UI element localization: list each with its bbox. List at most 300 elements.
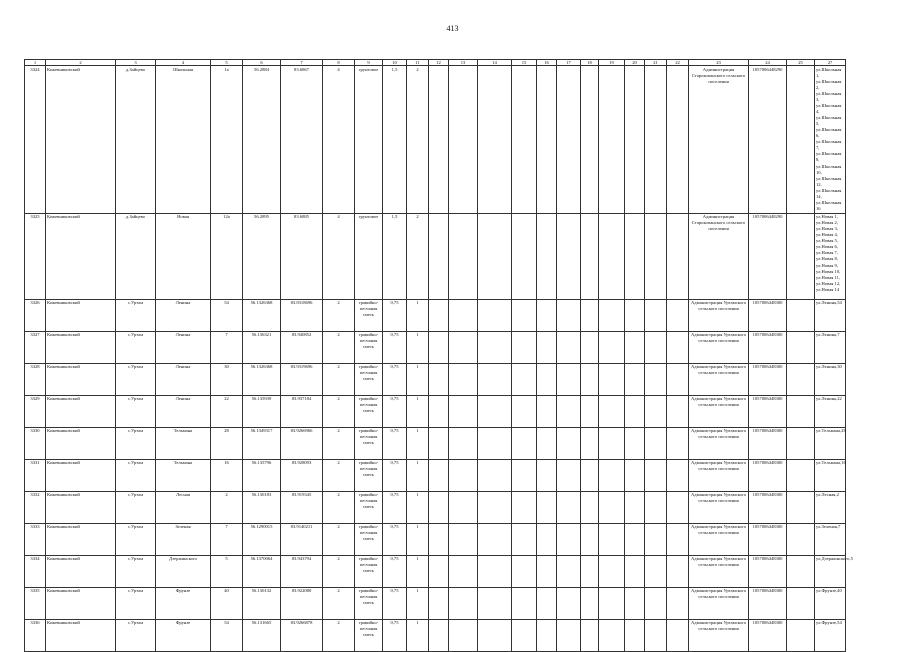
bins-cell: 1 bbox=[407, 331, 429, 363]
area-cell: 0,75 bbox=[383, 491, 407, 523]
surface-cell: гравийно-песчаная смесь bbox=[355, 555, 383, 587]
column-number: 9 bbox=[355, 60, 383, 66]
latitude-cell: 56.1370064 bbox=[243, 555, 281, 587]
addresses-cell: ул.Ленина,30 bbox=[815, 363, 846, 395]
surface-cell: грунтовое bbox=[355, 213, 383, 299]
district-cell: Кожевниковский bbox=[46, 555, 116, 587]
col9-cell: 2 bbox=[323, 459, 355, 491]
street-cell: Ленина bbox=[156, 331, 211, 363]
row-id: 3327 bbox=[25, 331, 46, 363]
table-row bbox=[25, 363, 846, 395]
bins-cell: 2 bbox=[407, 213, 429, 299]
longitude-cell: 83.943794 bbox=[281, 555, 323, 587]
col9-cell: 2 bbox=[323, 587, 355, 619]
bins-cell: 1 bbox=[407, 523, 429, 555]
empty-cell bbox=[667, 587, 689, 619]
empty-cell bbox=[581, 427, 599, 459]
table-row bbox=[25, 587, 846, 619]
empty-cell bbox=[537, 427, 557, 459]
empty-cell bbox=[429, 363, 449, 395]
empty-cell bbox=[625, 555, 645, 587]
house-cell: 40 bbox=[211, 587, 243, 619]
empty-cell bbox=[787, 491, 815, 523]
empty-cell bbox=[478, 395, 512, 427]
column-number: 14 bbox=[478, 60, 512, 66]
row-id: 3330 bbox=[25, 427, 46, 459]
latitude-cell: 56.131665 bbox=[243, 619, 281, 651]
empty-cell bbox=[478, 331, 512, 363]
house-cell: 16 bbox=[211, 459, 243, 491]
longitude-cell: 83.928093 bbox=[281, 459, 323, 491]
column-number: 27 bbox=[815, 60, 846, 66]
empty-cell bbox=[512, 491, 537, 523]
empty-cell bbox=[449, 459, 478, 491]
empty-cell bbox=[449, 587, 478, 619]
empty-cell bbox=[478, 299, 512, 331]
empty-cell bbox=[512, 395, 537, 427]
empty-cell bbox=[512, 459, 537, 491]
empty-cell bbox=[581, 459, 599, 491]
row-id: 3324 bbox=[25, 66, 46, 214]
surface-cell: гравийно-песчаная смесь bbox=[355, 331, 383, 363]
street-cell: Фрунзе bbox=[156, 587, 211, 619]
empty-cell bbox=[645, 66, 667, 214]
empty-cell bbox=[645, 427, 667, 459]
locality-cell: с.Уртам bbox=[116, 459, 156, 491]
empty-cell bbox=[787, 555, 815, 587]
area-cell: 0,75 bbox=[383, 299, 407, 331]
empty-cell bbox=[449, 213, 478, 299]
empty-cell bbox=[429, 213, 449, 299]
owner-cell: Администрация Уртамского сельского поселения bbox=[689, 587, 749, 619]
ogrn-cell: 1057006448290 bbox=[749, 66, 787, 214]
house-cell: 7 bbox=[211, 331, 243, 363]
bins-cell: 1 bbox=[407, 491, 429, 523]
surface-cell: гравийно-песчаная смесь bbox=[355, 363, 383, 395]
empty-cell bbox=[787, 395, 815, 427]
owner-cell: Администрация Уртамского сельского поселения bbox=[689, 427, 749, 459]
empty-cell bbox=[667, 299, 689, 331]
empty-cell bbox=[512, 363, 537, 395]
empty-cell bbox=[449, 66, 478, 214]
table-row bbox=[25, 299, 846, 331]
empty-cell bbox=[449, 299, 478, 331]
table-row bbox=[25, 491, 846, 523]
ogrn-cell: 1057006448290 bbox=[749, 213, 787, 299]
table-row bbox=[25, 555, 846, 587]
district-cell: Кожевниковский bbox=[46, 619, 116, 651]
street-cell: Дзержинского bbox=[156, 555, 211, 587]
empty-cell bbox=[581, 363, 599, 395]
empty-cell bbox=[645, 587, 667, 619]
column-number: 6 bbox=[243, 60, 281, 66]
bins-cell: 1 bbox=[407, 427, 429, 459]
empty-cell bbox=[625, 619, 645, 651]
latitude-cell: 56.130183 bbox=[243, 491, 281, 523]
col9-cell: 2 bbox=[323, 299, 355, 331]
empty-cell bbox=[478, 213, 512, 299]
surface-cell: гравийно-песчаная смесь bbox=[355, 491, 383, 523]
longitude-cell: 83.9266878 bbox=[281, 619, 323, 651]
house-cell: 1а bbox=[211, 66, 243, 214]
addresses-cell: ул.Зеленая,7 bbox=[815, 523, 846, 555]
longitude-cell: 83.937184 bbox=[281, 395, 323, 427]
empty-cell bbox=[581, 555, 599, 587]
bins-cell: 1 bbox=[407, 587, 429, 619]
empty-cell bbox=[581, 523, 599, 555]
empty-cell bbox=[787, 619, 815, 651]
empty-cell bbox=[429, 619, 449, 651]
empty-cell bbox=[599, 66, 625, 214]
column-number: 8 bbox=[323, 60, 355, 66]
empty-cell bbox=[537, 299, 557, 331]
addresses-cell: ул.Новая 1, ул.Новая 2, ул.Новая 3, ул.Новая 4, ул.Новая 5, ул.Новая 6, ул.Новая 7, ул.Новая 8, ул.Новая 9, ул.Новая 10, ул.Новая 11, ул.Новая 12, ул.Новая 14 bbox=[815, 213, 846, 299]
empty-cell bbox=[599, 523, 625, 555]
ogrn-cell: 1057006448300 bbox=[749, 619, 787, 651]
street-cell: Ленина bbox=[156, 299, 211, 331]
empty-cell bbox=[667, 619, 689, 651]
empty-cell bbox=[449, 363, 478, 395]
empty-cell bbox=[581, 331, 599, 363]
empty-cell bbox=[645, 491, 667, 523]
empty-cell bbox=[625, 523, 645, 555]
ogrn-cell: 1057006448300 bbox=[749, 491, 787, 523]
row-id: 3336 bbox=[25, 619, 46, 651]
row-id: 3335 bbox=[25, 587, 46, 619]
area-cell: 0,75 bbox=[383, 395, 407, 427]
street-cell: Тельмана bbox=[156, 459, 211, 491]
street-cell: Лесная bbox=[156, 491, 211, 523]
empty-cell bbox=[625, 66, 645, 214]
empty-cell bbox=[599, 427, 625, 459]
col9-cell: 2 bbox=[323, 427, 355, 459]
ogrn-cell: 1057006448300 bbox=[749, 395, 787, 427]
empty-cell bbox=[599, 491, 625, 523]
bins-cell: 1 bbox=[407, 459, 429, 491]
empty-cell bbox=[599, 331, 625, 363]
empty-cell bbox=[599, 459, 625, 491]
longitude-cell: 83.9319696 bbox=[281, 363, 323, 395]
col9-cell: 2 bbox=[323, 395, 355, 427]
empty-cell bbox=[645, 555, 667, 587]
street-cell: Тельмана bbox=[156, 427, 211, 459]
addresses-cell: ул.Фрунзе,40 bbox=[815, 587, 846, 619]
area-cell: 0,75 bbox=[383, 587, 407, 619]
latitude-cell: 56.135796 bbox=[243, 459, 281, 491]
empty-cell bbox=[599, 587, 625, 619]
empty-cell bbox=[537, 587, 557, 619]
empty-cell bbox=[537, 491, 557, 523]
empty-cell bbox=[625, 395, 645, 427]
empty-cell bbox=[478, 427, 512, 459]
district-cell: Кожевниковский bbox=[46, 331, 116, 363]
registry-body bbox=[25, 60, 853, 652]
col9-cell: 4 bbox=[323, 213, 355, 299]
district-cell: Кожевниковский bbox=[46, 299, 116, 331]
empty-cell bbox=[625, 363, 645, 395]
empty-cell bbox=[537, 395, 557, 427]
empty-cell bbox=[599, 395, 625, 427]
empty-cell bbox=[512, 213, 537, 299]
row-id: 3325 bbox=[25, 213, 46, 299]
empty-cell bbox=[449, 523, 478, 555]
owner-cell: Администрация Уртамского сельского поселения bbox=[689, 555, 749, 587]
ogrn-cell: 1057006448300 bbox=[749, 427, 787, 459]
column-number: 25 bbox=[787, 60, 815, 66]
empty-cell bbox=[625, 331, 645, 363]
owner-cell: Администрация Уртамского сельского поселения bbox=[689, 331, 749, 363]
empty-cell bbox=[667, 363, 689, 395]
longitude-cell: 83.922080 bbox=[281, 587, 323, 619]
empty-cell bbox=[581, 299, 599, 331]
house-cell: 54 bbox=[211, 619, 243, 651]
empty-cell bbox=[667, 427, 689, 459]
col9-cell: 2 bbox=[323, 491, 355, 523]
addresses-cell: ул.Ленина,7 bbox=[815, 331, 846, 363]
empty-cell bbox=[512, 523, 537, 555]
table-row bbox=[25, 459, 846, 491]
empty-cell bbox=[787, 66, 815, 214]
empty-cell bbox=[557, 459, 581, 491]
ogrn-cell: 1057006448300 bbox=[749, 331, 787, 363]
empty-cell bbox=[787, 587, 815, 619]
locality-cell: с.Уртам bbox=[116, 523, 156, 555]
street-cell: Фрунзе bbox=[156, 619, 211, 651]
empty-cell bbox=[429, 331, 449, 363]
district-cell: Кожевниковский bbox=[46, 395, 116, 427]
empty-cell bbox=[429, 523, 449, 555]
empty-cell bbox=[429, 299, 449, 331]
ogrn-cell: 1057006448300 bbox=[749, 299, 787, 331]
area-cell: 1,5 bbox=[383, 66, 407, 214]
latitude-cell: 56.1349317 bbox=[243, 427, 281, 459]
latitude-cell: 56.136321 bbox=[243, 331, 281, 363]
col9-cell: 2 bbox=[323, 363, 355, 395]
empty-cell bbox=[667, 491, 689, 523]
addresses-cell: ул.Тельмана,28 bbox=[815, 427, 846, 459]
district-cell: Кожевниковский bbox=[46, 523, 116, 555]
latitude-cell: 56.1326368 bbox=[243, 363, 281, 395]
col9-cell: 2 bbox=[323, 555, 355, 587]
district-cell: Кожевниковский bbox=[46, 427, 116, 459]
empty-cell bbox=[478, 587, 512, 619]
column-number: 2 bbox=[46, 60, 116, 66]
empty-cell bbox=[667, 213, 689, 299]
addresses-cell: ул.Лесная,2 bbox=[815, 491, 846, 523]
empty-cell bbox=[787, 427, 815, 459]
district-cell: Кожевниковский bbox=[46, 66, 116, 214]
empty-cell bbox=[599, 619, 625, 651]
empty-cell bbox=[537, 619, 557, 651]
row-id: 3334 bbox=[25, 555, 46, 587]
locality-cell: с.Уртам bbox=[116, 363, 156, 395]
bins-cell: 2 bbox=[407, 66, 429, 214]
bins-cell: 1 bbox=[407, 363, 429, 395]
empty-cell bbox=[478, 619, 512, 651]
bins-cell: 1 bbox=[407, 299, 429, 331]
empty-cell bbox=[512, 619, 537, 651]
empty-cell bbox=[581, 395, 599, 427]
empty-cell bbox=[667, 331, 689, 363]
column-number: 17 bbox=[557, 60, 581, 66]
street-cell: Ленина bbox=[156, 395, 211, 427]
empty-cell bbox=[478, 555, 512, 587]
owner-cell: Администрация Старокопанского сельского поселения bbox=[689, 213, 749, 299]
row-id: 3329 bbox=[25, 395, 46, 427]
empty-cell bbox=[787, 299, 815, 331]
empty-cell bbox=[478, 363, 512, 395]
empty-cell bbox=[537, 523, 557, 555]
empty-cell bbox=[557, 587, 581, 619]
bins-cell: 1 bbox=[407, 395, 429, 427]
ogrn-cell: 1057006448300 bbox=[749, 459, 787, 491]
column-number: 22 bbox=[667, 60, 689, 66]
empty-cell bbox=[557, 427, 581, 459]
district-cell: Кожевниковский bbox=[46, 587, 116, 619]
latitude-cell: 56.135939 bbox=[243, 395, 281, 427]
empty-cell bbox=[667, 555, 689, 587]
table-row bbox=[25, 427, 846, 459]
column-number: 23 bbox=[689, 60, 749, 66]
district-cell: Кожевниковский bbox=[46, 459, 116, 491]
empty-cell bbox=[581, 587, 599, 619]
locality-cell: с.Уртам bbox=[116, 395, 156, 427]
empty-cell bbox=[787, 459, 815, 491]
empty-cell bbox=[478, 491, 512, 523]
column-number: 10 bbox=[383, 60, 407, 66]
bins-cell: 1 bbox=[407, 555, 429, 587]
house-cell: 30 bbox=[211, 363, 243, 395]
locality-cell: с.Уртам bbox=[116, 555, 156, 587]
owner-cell: Администрация Старокопанского сельского поселения bbox=[689, 66, 749, 214]
page-number: 413 bbox=[446, 24, 459, 33]
row-id: 3328 bbox=[25, 363, 46, 395]
latitude-cell: 56.130132 bbox=[243, 587, 281, 619]
empty-cell bbox=[557, 523, 581, 555]
locality-cell: с.Уртам bbox=[116, 427, 156, 459]
empty-cell bbox=[599, 299, 625, 331]
empty-cell bbox=[449, 491, 478, 523]
empty-cell bbox=[625, 299, 645, 331]
column-number: 15 bbox=[512, 60, 537, 66]
column-number: 16 bbox=[537, 60, 557, 66]
owner-cell: Администрация Уртамского сельского поселения bbox=[689, 363, 749, 395]
empty-cell bbox=[787, 331, 815, 363]
empty-cell bbox=[512, 555, 537, 587]
empty-cell bbox=[557, 395, 581, 427]
latitude-cell: 56.1290015 bbox=[243, 523, 281, 555]
empty-cell bbox=[537, 213, 557, 299]
empty-cell bbox=[512, 427, 537, 459]
table-row bbox=[25, 213, 846, 299]
house-cell: 2 bbox=[211, 491, 243, 523]
row-id: 3331 bbox=[25, 459, 46, 491]
column-number: 5 bbox=[211, 60, 243, 66]
col9-cell: 4 bbox=[323, 66, 355, 214]
locality-cell: с.Уртам bbox=[116, 331, 156, 363]
locality-cell: д.Зайцево bbox=[116, 213, 156, 299]
area-cell: 0,75 bbox=[383, 459, 407, 491]
empty-cell bbox=[599, 363, 625, 395]
longitude-cell: 83.919345 bbox=[281, 491, 323, 523]
empty-cell bbox=[667, 66, 689, 214]
empty-cell bbox=[478, 459, 512, 491]
empty-cell bbox=[625, 427, 645, 459]
empty-cell bbox=[537, 66, 557, 214]
street-cell: Ленина bbox=[156, 363, 211, 395]
empty-cell bbox=[478, 523, 512, 555]
ogrn-cell: 1057006448300 bbox=[749, 523, 787, 555]
column-number: 18 bbox=[581, 60, 599, 66]
empty-cell bbox=[599, 213, 625, 299]
empty-cell bbox=[537, 459, 557, 491]
addresses-cell: ул.Ленина,54 bbox=[815, 299, 846, 331]
house-cell: 5 bbox=[211, 555, 243, 587]
addresses-cell: ул.Дзержинского,5 bbox=[815, 555, 846, 587]
empty-cell bbox=[645, 363, 667, 395]
table-row bbox=[25, 523, 846, 555]
col9-cell: 2 bbox=[323, 523, 355, 555]
locality-cell: с.Уртам bbox=[116, 619, 156, 651]
empty-cell bbox=[557, 363, 581, 395]
locality-cell: с.Уртам bbox=[116, 491, 156, 523]
table-row bbox=[25, 66, 846, 214]
district-cell: Кожевниковский bbox=[46, 491, 116, 523]
latitude-cell: 56.2884 bbox=[243, 66, 281, 214]
col9-cell: 2 bbox=[323, 331, 355, 363]
empty-cell bbox=[645, 213, 667, 299]
longitude-cell: 83.6867 bbox=[281, 66, 323, 214]
locality-cell: д.Зайцево bbox=[116, 66, 156, 214]
longitude-cell: 83.9140211 bbox=[281, 523, 323, 555]
house-cell: 12а bbox=[211, 213, 243, 299]
empty-cell bbox=[625, 459, 645, 491]
column-number: 13 bbox=[449, 60, 478, 66]
locality-cell: с.Уртам bbox=[116, 587, 156, 619]
row-id: 3332 bbox=[25, 491, 46, 523]
ogrn-cell: 1057006448300 bbox=[749, 555, 787, 587]
empty-cell bbox=[581, 66, 599, 214]
empty-cell bbox=[429, 587, 449, 619]
empty-cell bbox=[429, 66, 449, 214]
area-cell: 0,75 bbox=[383, 331, 407, 363]
empty-cell bbox=[449, 395, 478, 427]
table-row bbox=[25, 395, 846, 427]
col9-cell: 2 bbox=[323, 619, 355, 651]
longitude-cell: 83.940852 bbox=[281, 331, 323, 363]
bins-cell: 1 bbox=[407, 619, 429, 651]
empty-cell bbox=[429, 555, 449, 587]
surface-cell: грунтовое bbox=[355, 66, 383, 214]
empty-cell bbox=[537, 555, 557, 587]
addresses-cell: ул.Тельмана,16 bbox=[815, 459, 846, 491]
empty-cell bbox=[429, 427, 449, 459]
empty-cell bbox=[645, 619, 667, 651]
locality-cell: с.Уртам bbox=[116, 299, 156, 331]
empty-cell bbox=[581, 491, 599, 523]
empty-cell bbox=[625, 213, 645, 299]
area-cell: 0,75 bbox=[383, 427, 407, 459]
empty-cell bbox=[599, 555, 625, 587]
surface-cell: гравийно-песчаная смесь bbox=[355, 427, 383, 459]
column-number: 21 bbox=[645, 60, 667, 66]
longitude-cell: 83.8318696 bbox=[281, 299, 323, 331]
house-cell: 22 bbox=[211, 395, 243, 427]
addresses-cell: ул.Ленина,22 bbox=[815, 395, 846, 427]
column-number: 11 bbox=[407, 60, 429, 66]
longitude-cell: 83.6885 bbox=[281, 213, 323, 299]
area-cell: 0,75 bbox=[383, 523, 407, 555]
